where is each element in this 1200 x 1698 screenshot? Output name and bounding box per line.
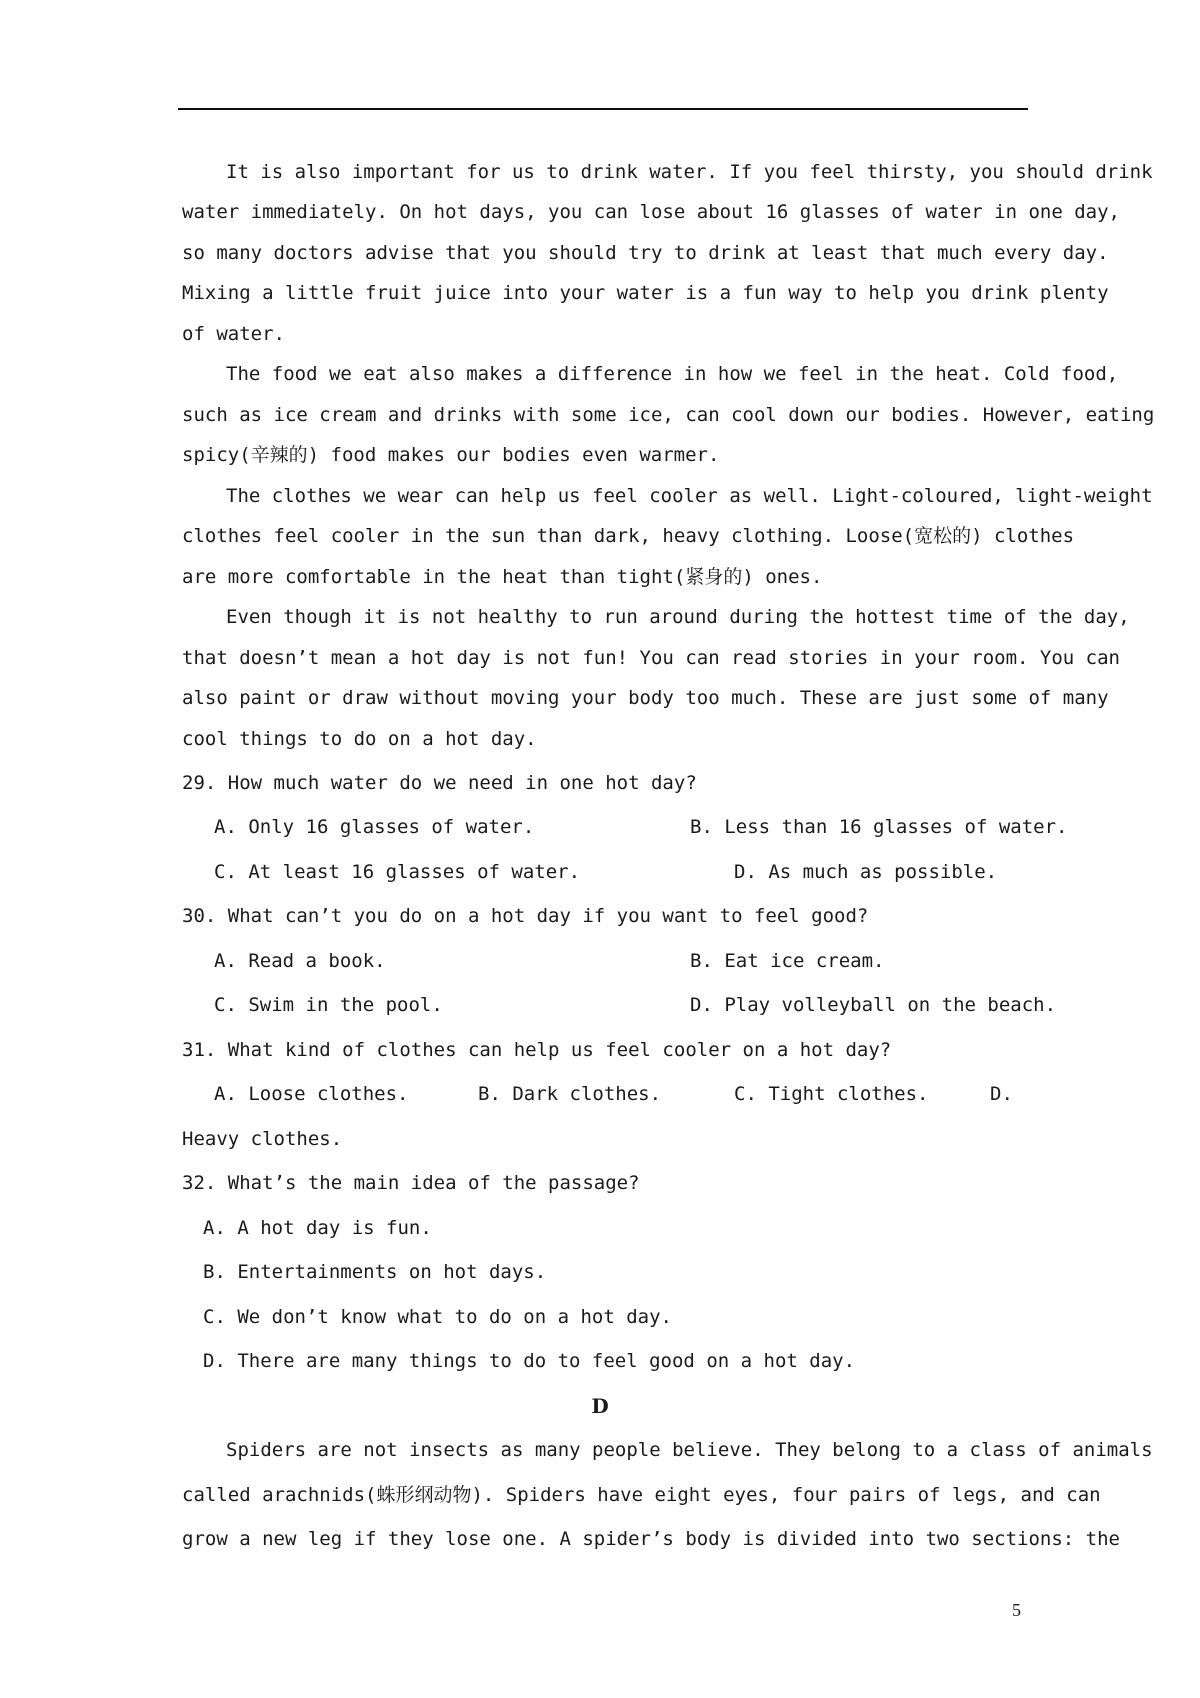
passage-line: Mixing a little fruit juice into your water is a fun way to help you drink plenty (182, 282, 1109, 304)
passage-line: clothes feel cooler in the sun than dark, heavy clothing. Loose(宽松的) clothes (182, 525, 1075, 547)
page-number: 5 (1012, 1600, 1021, 1620)
option-b: B. Dark clothes. (478, 1083, 662, 1105)
question-stem: 32. What’s the main idea of the passage? (182, 1172, 640, 1194)
passage-line: Spiders are not insects as many people believe. They belong to a class of animals (226, 1439, 1153, 1461)
question-stem: 29. How much water do we need in one hot day? (182, 772, 697, 794)
passage-line: that doesn’t mean a hot day is not fun! You can read stories in your room. You can (182, 647, 1120, 669)
passage-line: The clothes we wear can help us feel cooler as well. Light-coloured, light-weight (226, 485, 1153, 507)
passage-line: are more comfortable in the heat than tight(紧身的) ones. (182, 566, 823, 588)
passage-line: cool things to do on a hot day. (182, 728, 537, 750)
option-d: D. Play volleyball on the beach. (690, 994, 1057, 1016)
passage-line: The food we eat also makes a difference in how we feel in the heat. Cold food, (226, 363, 1119, 385)
option-c: C. Tight clothes. (734, 1083, 929, 1105)
passage-line: grow a new leg if they lose one. A spider’s body is divided into two sections: the (182, 1528, 1120, 1550)
section-heading: D (591, 1394, 609, 1418)
header-rule (178, 108, 1028, 110)
option-a: A. Read a book. (214, 950, 386, 972)
passage-line: called arachnids(蛛形纲动物). Spiders have eight eyes, four pairs of legs, and can (182, 1484, 1101, 1506)
passage-line: of water. (182, 323, 285, 345)
option-a: A. A hot day is fun. (203, 1217, 432, 1239)
option-b: B. Eat ice cream. (690, 950, 885, 972)
question-stem: 30. What can’t you do on a hot day if you want to feel good? (182, 905, 869, 927)
option-a: A. Loose clothes. (214, 1083, 409, 1105)
option-d: D. (990, 1083, 1013, 1105)
passage-line: water immediately. On hot days, you can lose about 16 glasses of water in one day, (182, 201, 1120, 223)
option-c: C. At least 16 glasses of water. (214, 861, 581, 883)
passage-line: such as ice cream and drinks with some ice, can cool down our bodies. However, eating (182, 404, 1155, 426)
option-d: D. As much as possible. (734, 861, 998, 883)
option-a: A. Only 16 glasses of water. (214, 816, 535, 838)
option-c: C. Swim in the pool. (214, 994, 443, 1016)
option-b: B. Less than 16 glasses of water. (690, 816, 1068, 838)
question-stem: 31. What kind of clothes can help us feel cooler on a hot day? (182, 1039, 892, 1061)
passage-line: It is also important for us to drink water. If you feel thirsty, you should drink (226, 161, 1153, 183)
passage-line: Even though it is not healthy to run around during the hottest time of the day, (226, 606, 1130, 628)
passage-line: so many doctors advise that you should try to drink at least that much every day. (182, 242, 1109, 264)
option-b: B. Entertainments on hot days. (203, 1261, 547, 1283)
passage-line: spicy(辛辣的) food makes our bodies even warmer. (182, 444, 720, 466)
option-c: C. We don’t know what to do on a hot day. (203, 1306, 672, 1328)
option-d: D. There are many things to do to feel good on a hot day. (203, 1350, 856, 1372)
option-d-continued: Heavy clothes. (182, 1128, 343, 1150)
passage-line: also paint or draw without moving your body too much. These are just some of many (182, 687, 1109, 709)
